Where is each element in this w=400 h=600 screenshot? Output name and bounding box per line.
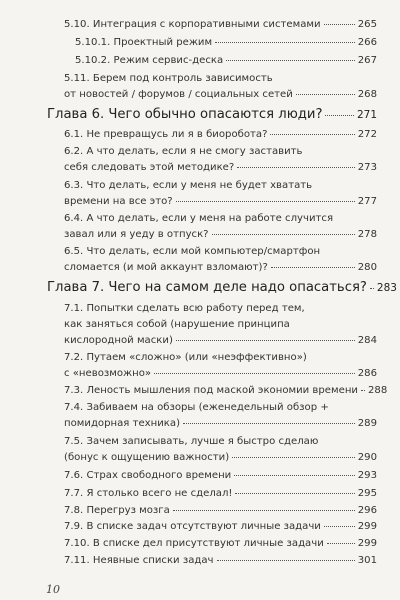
dot-leader — [370, 288, 374, 289]
dot-leader — [235, 493, 354, 494]
toc-page-number: 301 — [357, 555, 377, 566]
toc-entry — [64, 19, 377, 31]
toc-entry — [64, 521, 377, 533]
toc-entry-title: 7.10. В списке дел присутствуют личные задачи — [64, 538, 324, 549]
dot-leader — [217, 560, 355, 561]
toc-page-number: 273 — [357, 162, 377, 173]
toc-entry-title: 7.5. Зачем записывать, лучше я быстро сделаю — [64, 436, 319, 447]
toc-entry-title: 6.3. Что делать, если у меня не будет хватать — [64, 180, 313, 191]
toc-page-number: 266 — [357, 37, 377, 48]
toc-entry-title: 5.10. Интеграция с корпоративными системами — [64, 19, 321, 30]
toc-entry-continuation — [64, 319, 377, 331]
toc-page-number: 286 — [357, 368, 377, 379]
toc-entry-title: 7.2. Путаем «сложно» (или «неэффективно») — [64, 352, 307, 363]
toc-entry-title: 7.6. Страх свободного времени — [64, 470, 232, 481]
toc-entry-title: 5.10.1. Проектный режим — [75, 37, 213, 48]
toc-page-number: 290 — [357, 452, 377, 463]
toc-page-number: 268 — [357, 89, 377, 100]
toc-entry-title: времени на все это? — [64, 196, 173, 207]
toc-entry-title: 7.8. Перегруз мозга — [64, 505, 170, 516]
toc-entry-continuation — [64, 89, 377, 101]
toc-entry-title: 6.4. А что делать, если у меня на работе случится — [64, 213, 334, 224]
toc-entry-continuation — [64, 229, 377, 241]
toc-page-number: 289 — [357, 418, 377, 429]
toc-entry-continuation — [64, 335, 377, 347]
toc-entry-continuation — [64, 418, 377, 430]
toc-entry-continuation — [64, 162, 377, 174]
toc-entry-title: 7.4. Забиваем на обзоры (еженедельный обзор + — [64, 402, 329, 413]
toc-entry — [64, 488, 377, 500]
toc-entry-title: 7.3. Леность мышления под маской экономии времени — [64, 385, 358, 396]
toc-chapter — [47, 280, 397, 296]
toc-page-number: 299 — [357, 521, 377, 532]
chapter-title: Глава 7. Чего на самом деле надо опасаться? — [47, 280, 367, 295]
toc-entry — [75, 55, 377, 67]
toc-page-number: 283 — [376, 282, 397, 294]
toc-page-number: 278 — [357, 229, 377, 240]
toc-page-number: 293 — [357, 470, 377, 481]
dot-leader — [173, 510, 355, 511]
toc-entry-title: 5.10.2. Режим сервис-деска — [75, 55, 224, 66]
toc-entry-title: 7.1. Попытки сделать всю работу перед тем, — [64, 303, 305, 314]
toc-page-number: 299 — [357, 538, 377, 549]
toc-page-number: 267 — [357, 55, 377, 66]
toc-page-number: 295 — [357, 488, 377, 499]
toc-entry-title: завал или я уеду в отпуск? — [64, 229, 209, 240]
toc-entry — [75, 37, 377, 49]
toc-entry-title: себя следовать этой методике? — [64, 162, 235, 173]
toc-page-number: 284 — [357, 335, 377, 346]
toc-chapter — [47, 107, 377, 123]
toc-page-number: 288 — [368, 385, 388, 396]
toc-entry-continuation — [64, 196, 377, 208]
toc-entry-title: 6.1. Не превращусь ли я в биоробота? — [64, 129, 268, 140]
toc-entry-title: помидорная техника) — [64, 418, 181, 429]
toc-entry — [64, 129, 377, 141]
toc-entry-title: от новостей / форумов / социальных сетей — [64, 89, 293, 100]
dot-leader — [234, 475, 354, 476]
dot-leader — [237, 167, 354, 168]
dot-leader — [361, 390, 365, 391]
toc-entry — [64, 470, 377, 482]
toc-entry — [64, 538, 377, 550]
toc-page-number: 296 — [357, 505, 377, 516]
toc-entry-title: 6.2. А что делать, если я не смогу заставить — [64, 146, 303, 157]
dot-leader — [183, 423, 355, 424]
toc-entry — [64, 73, 377, 85]
dot-leader — [296, 94, 355, 95]
chapter-title: Глава 6. Чего обычно опасаются люди? — [47, 107, 323, 122]
toc-entry-title: с «невозможно» — [64, 368, 152, 379]
toc-entry-title: кислородной маски) — [64, 335, 173, 346]
toc-entry — [64, 352, 377, 364]
toc-entry — [64, 146, 377, 158]
dot-leader — [325, 115, 353, 116]
dot-leader — [154, 373, 355, 374]
page-number-folio: 10 — [46, 583, 60, 596]
toc-entry-continuation — [64, 368, 377, 380]
toc-entry-title: сломается (и мой аккаунт взломают)? — [64, 262, 268, 273]
toc-entry-continuation — [64, 262, 377, 274]
toc-entry — [64, 402, 377, 414]
toc-entry-title: 6.5. Что делать, если мой компьютер/смартфон — [64, 246, 321, 257]
toc-entry-title: 7.9. В списке задач отсутствуют личные задачи — [64, 521, 321, 532]
toc-page-number: 265 — [357, 19, 377, 30]
dot-leader — [176, 201, 355, 202]
toc-entry — [64, 303, 377, 315]
toc-entry-title: 7.7. Я столько всего не сделал! — [64, 488, 233, 499]
dot-leader — [212, 234, 355, 235]
toc-entry — [64, 505, 377, 517]
dot-leader — [271, 267, 355, 268]
dot-leader — [327, 543, 355, 544]
toc-page-number: 272 — [357, 129, 377, 140]
toc-entry — [64, 246, 377, 258]
dot-leader — [324, 526, 355, 527]
toc-entry-title: 7.11. Неявные списки задач — [64, 555, 214, 566]
toc-entry — [64, 385, 388, 397]
toc-entry-title: (бонус к ощущению важности) — [64, 452, 230, 463]
toc-entry-title: как заняться собой (нарушение принципа — [64, 319, 290, 330]
dot-leader — [270, 134, 354, 135]
toc-entry-title: 5.11. Берем под контроль зависимость — [64, 73, 273, 84]
dot-leader — [176, 340, 355, 341]
dot-leader — [226, 60, 355, 61]
toc-entry — [64, 213, 377, 225]
toc-page-number: 271 — [356, 109, 377, 121]
toc-entry — [64, 180, 377, 192]
dot-leader — [324, 24, 355, 25]
toc-page-number: 280 — [357, 262, 377, 273]
toc-entry-continuation — [64, 452, 377, 464]
toc-entry — [64, 436, 377, 448]
toc-entry — [64, 555, 377, 567]
toc-page-number: 277 — [357, 196, 377, 207]
dot-leader — [215, 42, 355, 43]
dot-leader — [232, 457, 355, 458]
